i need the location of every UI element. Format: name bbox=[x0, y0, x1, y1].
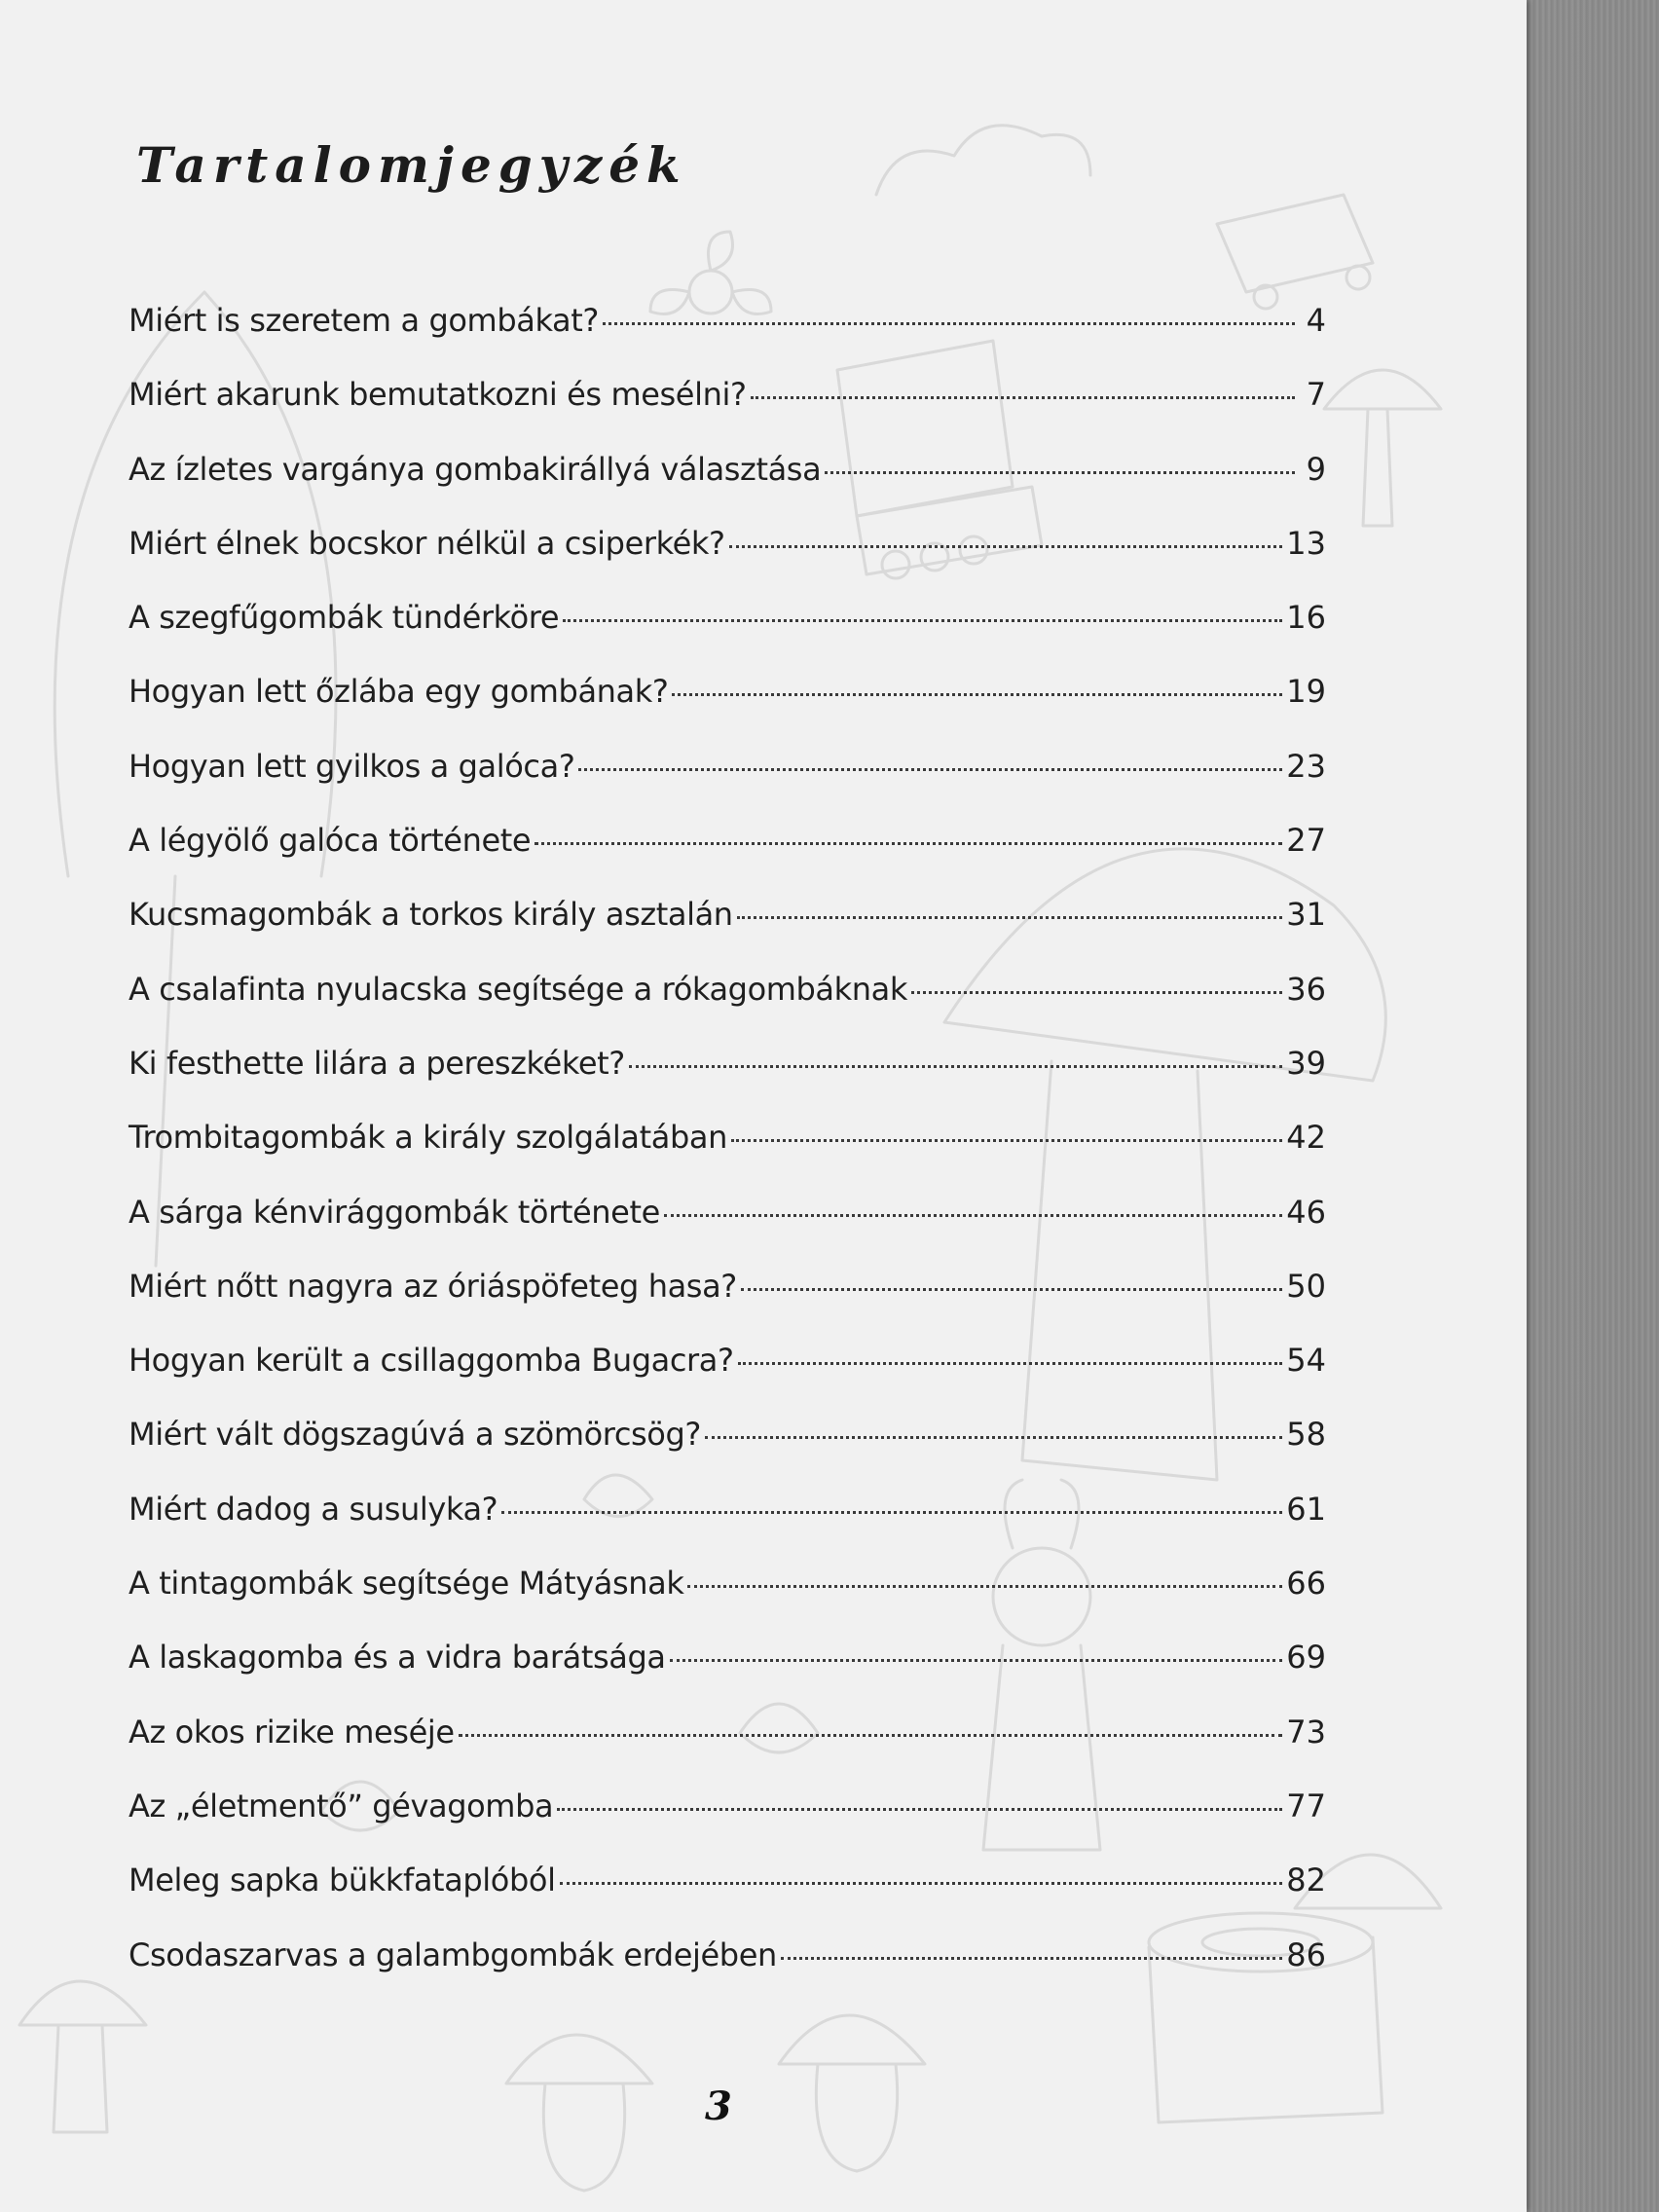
toc-entry bbox=[129, 1639, 1326, 1713]
toc-entry-title: Trombitagombák a király szolgálatában bbox=[129, 1119, 727, 1157]
toc-entry bbox=[129, 971, 1326, 1045]
dot-leader bbox=[664, 1214, 1282, 1217]
toc-entry bbox=[129, 376, 1326, 450]
toc-entry-title: Kucsmagombák a torkos király asztalán bbox=[129, 896, 733, 934]
toc-entry-title: Miért is szeretem a gombákat? bbox=[129, 302, 599, 339]
toc-entry-page: 19 bbox=[1286, 673, 1326, 711]
toc-entry-title: A tintagombák segítsége Mátyásnak bbox=[129, 1565, 684, 1603]
dot-leader bbox=[738, 1362, 1283, 1365]
toc-entry-page: 42 bbox=[1286, 1119, 1326, 1157]
toc-entry-page: 77 bbox=[1286, 1787, 1326, 1825]
dot-leader bbox=[911, 991, 1282, 994]
page-title: Tartalomjegyzék bbox=[136, 136, 687, 194]
toc-entry-page: 31 bbox=[1286, 896, 1326, 934]
toc-entry-page: 16 bbox=[1286, 599, 1326, 637]
dot-leader bbox=[563, 619, 1282, 622]
toc-entry-page: 13 bbox=[1286, 524, 1326, 562]
toc-entry-page: 66 bbox=[1286, 1565, 1326, 1603]
toc-entry-title: Az ízletes vargánya gombakirállyá választása bbox=[129, 450, 822, 488]
toc-entry-page: 54 bbox=[1286, 1342, 1326, 1380]
toc-entry bbox=[129, 1119, 1326, 1193]
toc-entry-title: Hogyan került a csillaggomba Bugacra? bbox=[129, 1342, 734, 1380]
toc-entry-title: A légyölő galóca története bbox=[129, 822, 532, 860]
toc-entry-page: 46 bbox=[1286, 1193, 1326, 1231]
toc-entry-page: 86 bbox=[1286, 1936, 1326, 1973]
dot-leader bbox=[629, 1065, 1282, 1068]
toc-entry-title: Miért élnek bocskor nélkül a csiperkék? bbox=[129, 524, 725, 562]
toc-entry bbox=[129, 748, 1326, 822]
toc-entry-title: A laskagomba és a vidra barátsága bbox=[129, 1639, 666, 1677]
dot-leader bbox=[560, 1882, 1283, 1885]
toc-entry-page: 61 bbox=[1286, 1490, 1326, 1528]
toc-entry-page: 7 bbox=[1306, 376, 1326, 414]
toc-entry bbox=[129, 599, 1326, 673]
toc-entry bbox=[129, 1565, 1326, 1639]
toc-entry bbox=[129, 451, 1326, 525]
toc-entry-page: 27 bbox=[1286, 822, 1326, 860]
toc-entry bbox=[129, 1491, 1326, 1565]
toc-entry bbox=[129, 1342, 1326, 1416]
toc-entry-title: Miért dadog a susulyka? bbox=[129, 1490, 498, 1528]
toc-entry-title: Miért nőtt nagyra az óriáspöfeteg hasa? bbox=[129, 1267, 737, 1305]
toc-entry bbox=[129, 1862, 1326, 1936]
dot-leader bbox=[535, 842, 1282, 845]
dot-leader bbox=[459, 1734, 1283, 1737]
toc-entry-title: Az „életmentő” gévagomba bbox=[129, 1787, 554, 1825]
dot-leader bbox=[741, 1288, 1282, 1291]
dot-leader bbox=[670, 1659, 1283, 1662]
dot-leader bbox=[731, 1139, 1282, 1142]
toc-entry-title: Meleg sapka bükkfataplóból bbox=[129, 1862, 556, 1899]
toc-entry-title: A sárga kénvirággombák története bbox=[129, 1193, 660, 1231]
toc-entry bbox=[129, 1788, 1326, 1862]
dot-leader bbox=[781, 1957, 1282, 1960]
dot-leader bbox=[603, 322, 1295, 325]
toc-entry bbox=[129, 673, 1326, 747]
dot-leader bbox=[501, 1511, 1282, 1514]
dot-leader bbox=[705, 1436, 1282, 1439]
toc-entry-title: A szegfűgombák tündérköre bbox=[129, 599, 560, 637]
toc-entry bbox=[129, 896, 1326, 970]
toc-entry-page: 69 bbox=[1286, 1639, 1326, 1677]
toc-entry-title: Csodaszarvas a galambgombák erdejében bbox=[129, 1936, 777, 1973]
toc-entry-title: Hogyan lett őzlába egy gombának? bbox=[129, 673, 669, 711]
toc-entry-page: 9 bbox=[1306, 450, 1326, 488]
toc-entry-title: Ki festhette lilára a pereszkéket? bbox=[129, 1044, 625, 1082]
toc-entry-page: 82 bbox=[1286, 1862, 1326, 1899]
dot-leader bbox=[687, 1585, 1282, 1588]
toc-entry bbox=[129, 1045, 1326, 1119]
toc-entry-page: 36 bbox=[1286, 970, 1326, 1008]
toc-entry bbox=[129, 1416, 1326, 1490]
toc-entry bbox=[129, 1936, 1326, 2010]
toc-entry bbox=[129, 1714, 1326, 1788]
page-number: 3 bbox=[705, 2083, 732, 2129]
toc-entry bbox=[129, 525, 1326, 599]
toc-entry-page: 4 bbox=[1306, 302, 1326, 339]
dot-leader bbox=[557, 1808, 1282, 1811]
toc-entry-page: 58 bbox=[1286, 1416, 1326, 1454]
toc-entry-title: A csalafinta nyulacska segítsége a rókagombáknak bbox=[129, 970, 907, 1008]
dot-leader bbox=[578, 768, 1282, 771]
toc-entry-page: 50 bbox=[1286, 1267, 1326, 1305]
dot-leader bbox=[672, 693, 1282, 696]
toc-entry-title: Az okos rizike meséje bbox=[129, 1713, 455, 1751]
toc-entry-page: 23 bbox=[1286, 747, 1326, 785]
dot-leader bbox=[729, 545, 1283, 548]
dot-leader bbox=[751, 396, 1295, 399]
toc-entry bbox=[129, 1268, 1326, 1342]
toc-entry-page: 73 bbox=[1286, 1713, 1326, 1751]
toc-entry-title: Miért akarunk bemutatkozni és mesélni? bbox=[129, 376, 747, 414]
toc-entry bbox=[129, 822, 1326, 896]
toc-entry bbox=[129, 302, 1326, 376]
dot-leader bbox=[737, 916, 1283, 919]
table-of-contents bbox=[129, 302, 1326, 2010]
toc-entry-page: 39 bbox=[1286, 1044, 1326, 1082]
toc-entry bbox=[129, 1194, 1326, 1268]
toc-entry-title: Miért vált dögszagúvá a szömörcsög? bbox=[129, 1416, 701, 1454]
dot-leader bbox=[825, 471, 1295, 474]
toc-entry-title: Hogyan lett gyilkos a galóca? bbox=[129, 747, 575, 785]
